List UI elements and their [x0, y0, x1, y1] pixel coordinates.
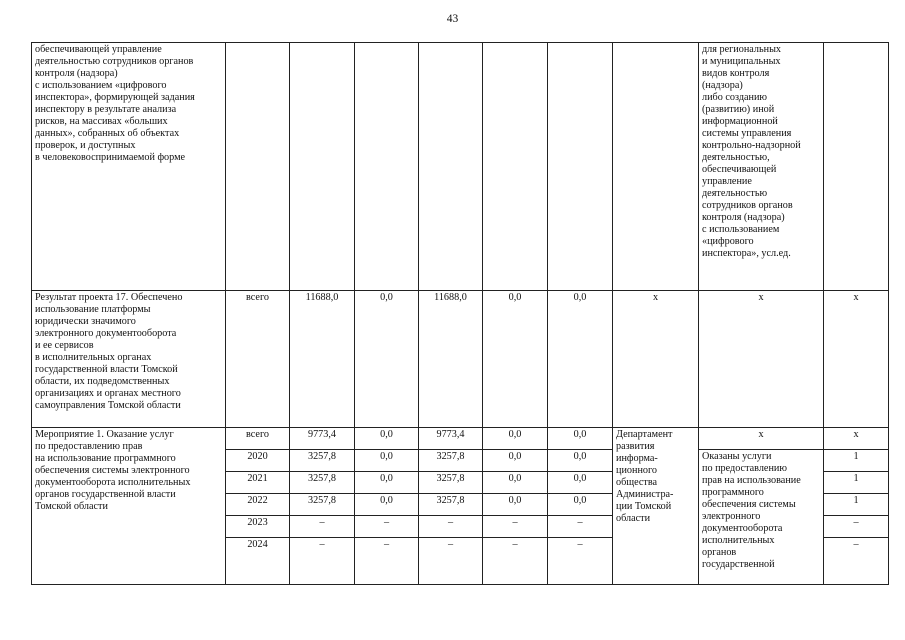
- event-value-2: 0,0: [355, 428, 419, 450]
- event-value-3: 3257,8: [419, 472, 483, 494]
- empty-cell: [548, 43, 613, 291]
- event-value-2: –: [355, 538, 419, 585]
- empty-cell: [824, 43, 889, 291]
- event-total-indicator: х: [699, 428, 824, 450]
- event-indicator: Оказаны услуги по предоставлению прав на использование программного обеспечения системы электронного документооборота исполнительных органов государственной: [699, 450, 824, 585]
- result-value-3: 11688,0: [419, 291, 483, 428]
- result-indicator: х: [699, 291, 824, 428]
- event-value-1: 9773,4: [290, 428, 355, 450]
- empty-cell: [419, 43, 483, 291]
- event-year: 2021: [226, 472, 290, 494]
- result-value-4: 0,0: [483, 291, 548, 428]
- event-value-3: 9773,4: [419, 428, 483, 450]
- program-table: [31, 42, 889, 585]
- event-value-1: 3257,8: [290, 472, 355, 494]
- event-year: 2024: [226, 538, 290, 585]
- event-value-5: 0,0: [548, 450, 613, 472]
- event-total-target: х: [824, 428, 889, 450]
- event-value-4: –: [483, 538, 548, 585]
- empty-cell: [290, 43, 355, 291]
- event-value-4: 0,0: [483, 472, 548, 494]
- empty-cell: [226, 43, 290, 291]
- continuation-description: обеспечивающей управление деятельностью сотрудников органов контроля (надзора) с использованием «цифрового инспектора», формирующей задания инспектору в результате анализа рисков, на массивах «больших данных», собранных об объектах проверок, и доступных в человековоспринимаемой форме: [32, 43, 226, 291]
- empty-cell: [355, 43, 419, 291]
- result-value-2: 0,0: [355, 291, 419, 428]
- event-target: 1: [824, 494, 889, 516]
- result-value-5: 0,0: [548, 291, 613, 428]
- continuation-row: [32, 43, 889, 291]
- continuation-indicator: для региональных и муниципальных видов контроля (надзора) либо созданию (развитию) иной информационной системы управления контрольно-надзорной деятельностью, обеспечивающей управление деятельностью сотрудников органов контроля (надзора) с использованием «цифрового инспектора», усл.ед.: [699, 43, 824, 291]
- event-value-5: 0,0: [548, 494, 613, 516]
- result-value-1: 11688,0: [290, 291, 355, 428]
- result-executor: х: [613, 291, 699, 428]
- event-target: 1: [824, 472, 889, 494]
- empty-cell: [483, 43, 548, 291]
- event-value-3: –: [419, 538, 483, 585]
- result-year: всего: [226, 291, 290, 428]
- event-value-2: –: [355, 516, 419, 538]
- event-value-3: 3257,8: [419, 450, 483, 472]
- event-value-4: 0,0: [483, 494, 548, 516]
- event-value-4: 0,0: [483, 428, 548, 450]
- event-row-total: [32, 428, 889, 450]
- event-value-5: –: [548, 516, 613, 538]
- empty-cell: [613, 43, 699, 291]
- result-description: Результат проекта 17. Обеспечено использование платформы юридически значимого электронного документооборота и ее сервисов в исполнительных органах государственной власти Томской области, их подведомственных организациях и органах местного самоуправления Томской области: [32, 291, 226, 428]
- event-value-1: 3257,8: [290, 494, 355, 516]
- event-value-4: –: [483, 516, 548, 538]
- event-executor: Департамент развития информа- ционного общества Администра- ции Томской области: [613, 428, 699, 585]
- event-value-5: 0,0: [548, 428, 613, 450]
- result-row: [32, 291, 889, 428]
- event-value-1: –: [290, 538, 355, 585]
- event-value-3: –: [419, 516, 483, 538]
- event-value-2: 0,0: [355, 472, 419, 494]
- event-year: 2022: [226, 494, 290, 516]
- event-value-3: 3257,8: [419, 494, 483, 516]
- event-value-4: 0,0: [483, 450, 548, 472]
- event-value-1: –: [290, 516, 355, 538]
- event-description: Мероприятие 1. Оказание услуг по предоставлению прав на использование программного обеспечения системы электронного документооборота исполнительных органов государственной власти Томской области: [32, 428, 226, 585]
- event-year: всего: [226, 428, 290, 450]
- page-number: 43: [446, 13, 459, 25]
- event-value-5: –: [548, 538, 613, 585]
- event-value-1: 3257,8: [290, 450, 355, 472]
- event-target: 1: [824, 450, 889, 472]
- event-target: –: [824, 538, 889, 585]
- event-value-2: 0,0: [355, 494, 419, 516]
- event-year: 2023: [226, 516, 290, 538]
- result-target: х: [824, 291, 889, 428]
- event-value-2: 0,0: [355, 450, 419, 472]
- event-target: –: [824, 516, 889, 538]
- event-year: 2020: [226, 450, 290, 472]
- event-value-5: 0,0: [548, 472, 613, 494]
